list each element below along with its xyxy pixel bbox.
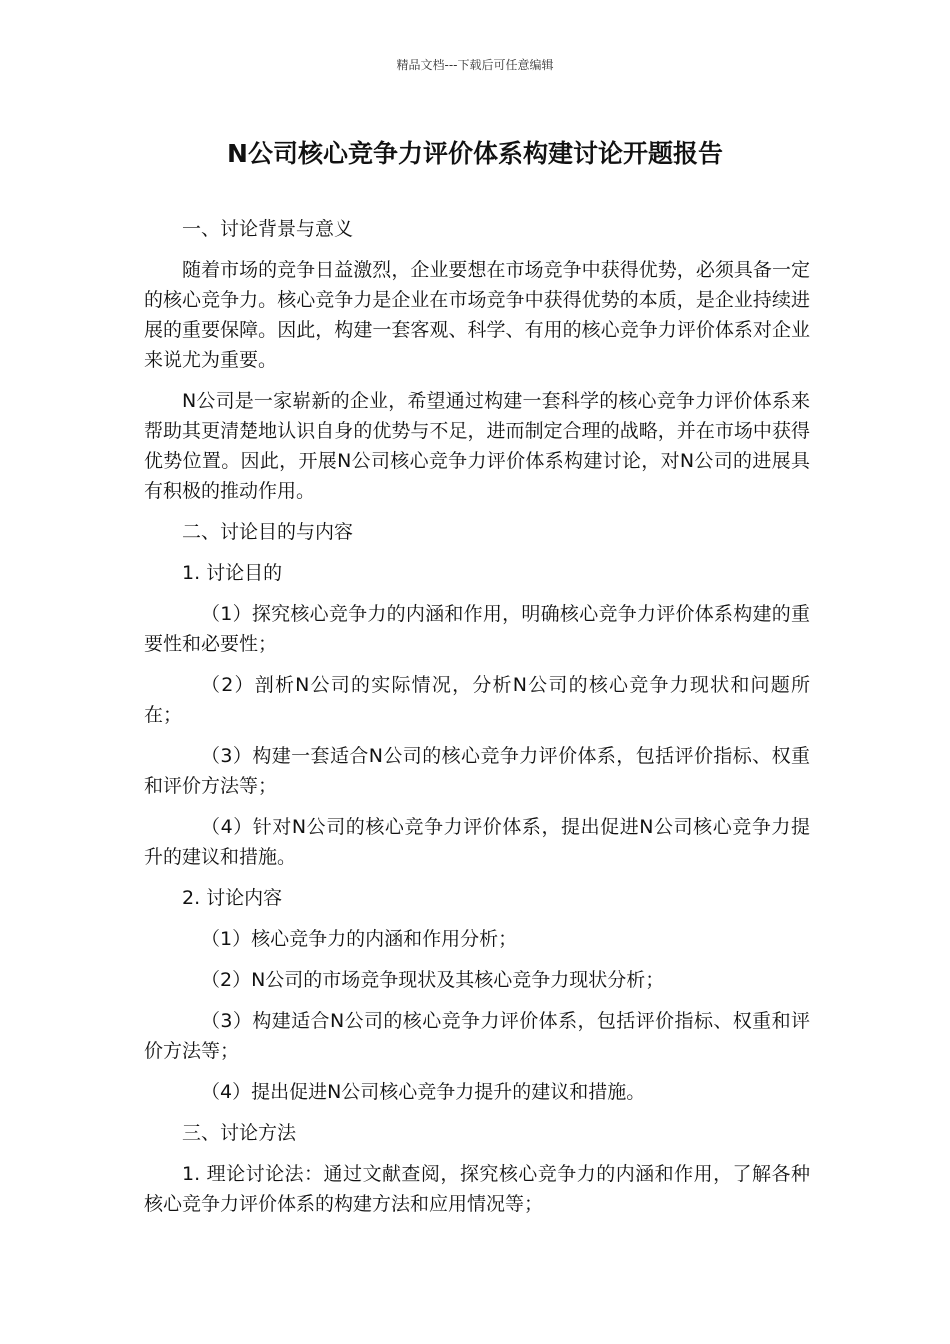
list-item-content-2: （2）N公司的市场竞争现状及其核心竞争力现状分析； [201,969,665,991]
paragraph-method-1: 1. 理论讨论法：通过文献查阅，探究核心竞争力的内涵和作用，了解各种核心竞争力评价体系的构建方法和应用情况等； [144,1163,810,1215]
page-header: 精品文档---下载后可任意编辑 [396,58,554,72]
section-heading-purpose: 二、讨论目的与内容 [182,521,354,543]
list-item-content-3: （3）构建适合N公司的核心竞争力评价体系，包括评价指标、权重和评价方法等； [144,1010,810,1062]
paragraph-background-1: 随着市场的竞争日益激烈，企业要想在市场竞争中获得优势，必须具备一定的核心竞争力。核心竞争力是企业在市场竞争中获得优势的本质，是企业持续进展的重要保障。因此，构建一套客观、科学、有用的核心竞争力评价体系对企业来说尤为重要。 [144,259,810,371]
list-item-content-4: （4）提出促进N公司核心竞争力提升的建议和措施。 [201,1081,646,1103]
list-item-purpose-2: （2）剖析N公司的实际情况，分析N公司的核心竞争力现状和问题所在； [144,674,810,726]
list-item-purpose-3: （3）构建一套适合N公司的核心竞争力评价体系，包括评价指标、权重和评价方法等； [144,745,810,797]
document-title: N公司核心竞争力评价体系构建讨论开题报告 [227,139,723,168]
document-body [144,214,810,1230]
paragraph-background-2: N公司是一家崭新的企业，希望通过构建一套科学的核心竞争力评价体系来帮助其更清楚地认识自身的优势与不足，进而制定合理的战略，并在市场中获得优势位置。因此，开展N公司核心竞争力评价体系构建讨论，对N公司的进展具有积极的推动作用。 [144,390,810,502]
section-heading-background: 一、讨论背景与意义 [182,218,354,240]
section-heading-method: 三、讨论方法 [182,1122,297,1144]
list-item-purpose-1: （1）探究核心竞争力的内涵和作用，明确核心竞争力评价体系构建的重要性和必要性； [144,603,810,655]
list-item-content-1: （1）核心竞争力的内涵和作用分析； [201,928,518,950]
subheading-content: 2. 讨论内容 [182,887,283,909]
list-item-purpose-4: （4）针对N公司的核心竞争力评价体系，提出促进N公司核心竞争力提升的建议和措施。 [144,816,810,868]
subheading-purpose: 1. 讨论目的 [182,562,283,584]
